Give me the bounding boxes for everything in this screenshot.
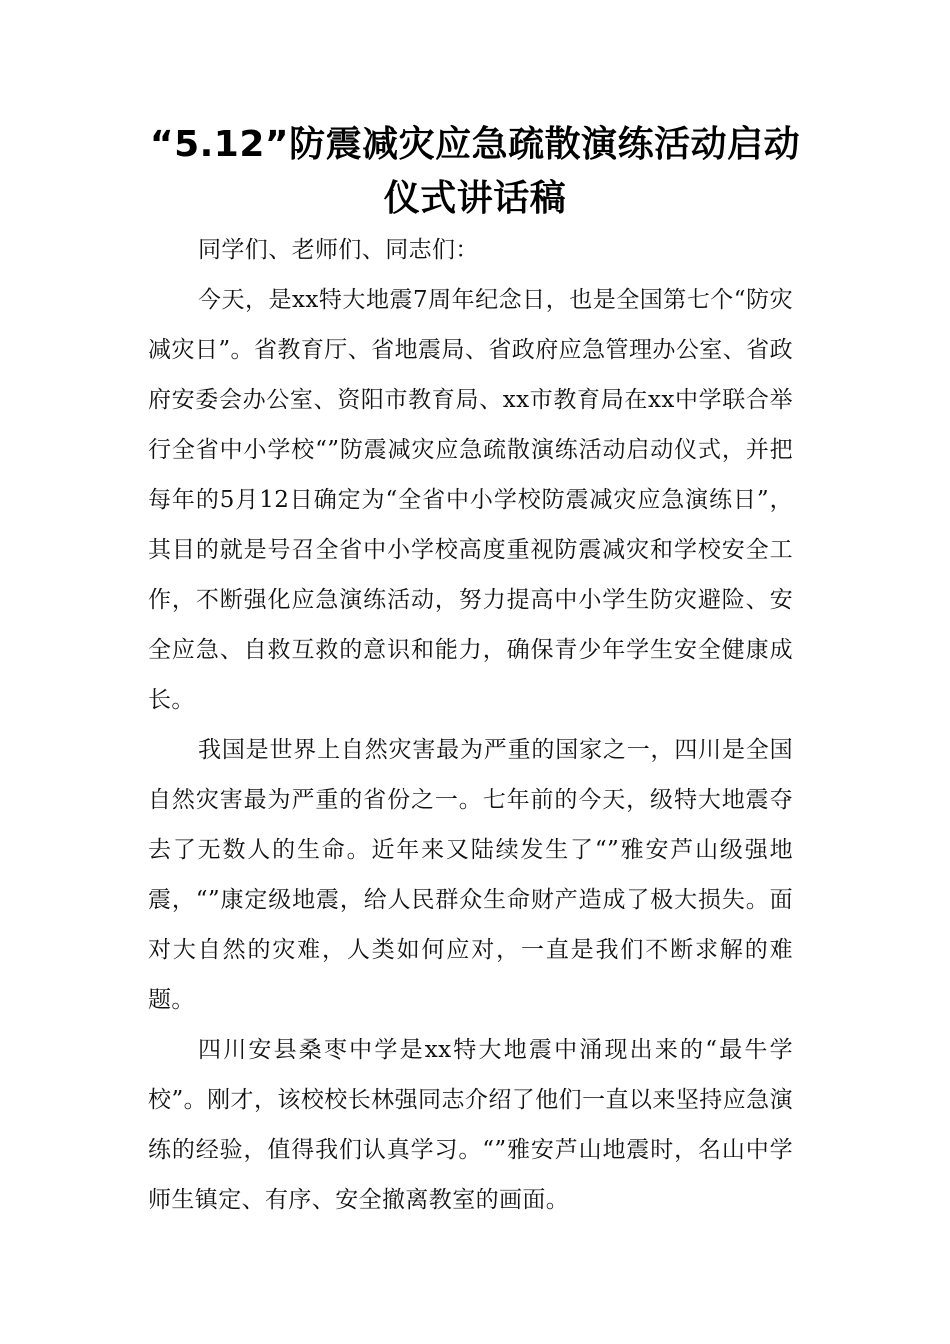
paragraph-salutation: 同学们、老师们、同志们： — [198, 237, 479, 263]
document-body — [148, 225, 793, 1225]
document-title: “5.12”防震减灾应急疏散演练活动启动仪式讲话稿 — [149, 124, 801, 219]
paragraph-1: 今天，是xx特大地震7周年纪念日，也是全国第七个“防灾减灾日”。省教育厅、省地震局、省政府应急管理办公室、省政府安委会办公室、资阳市教育局、xx市教育局在xx中学联合举行全省中小学校“”防震减灾应急疏散演练活动启动仪式，并把每年的5月12日确定为“全省中小学校防震减灾应急演练日”，其目的就是号召全省中小学校高度重视防震减灾和学校安全工作，不断强化应急演练活动，努力提高中小学生防灾避险、安全应急、自救互救的意识和能力，确保青少年学生安全健康成长。 — [148, 287, 793, 713]
paragraph-3: 四川安县桑枣中学是xx特大地震中涌现出来的“最牛学校”。刚才，该校校长林强同志介绍了他们一直以来坚持应急演练的经验，值得我们认真学习。“”雅安芦山地震时，名山中学师生镇定、有序、安全撤离教室的画面。 — [148, 1037, 793, 1213]
paragraph-2: 我国是世界上自然灾害最为严重的国家之一，四川是全国自然灾害最为严重的省份之一。七年前的今天，级特大地震夺去了无数人的生命。近年来又陆续发生了“”雅安芦山级强地震，“”康定级地震，给人民群众生命财产造成了极大损失。面对大自然的灾难，人类如何应对，一直是我们不断求解的难题。 — [148, 737, 793, 1013]
